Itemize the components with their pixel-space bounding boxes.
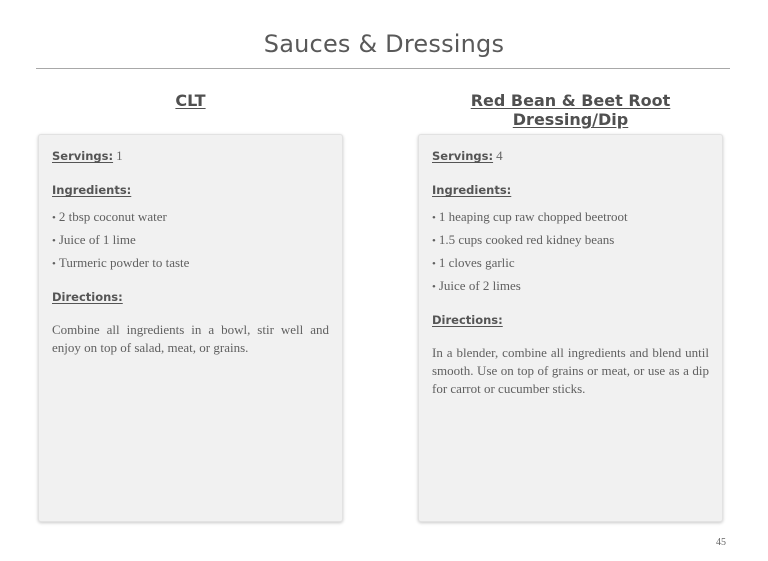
- directions-text: Combine all ingredients in a bowl, stir well and enjoy on top of salad, meat, or grains.: [52, 322, 329, 355]
- servings-row: [432, 148, 709, 164]
- servings-value: 4: [496, 148, 503, 163]
- ingredient-text: 1 heaping cup raw chopped beetroot: [438, 209, 628, 224]
- list-item: [432, 206, 709, 229]
- ingredients-list: [432, 206, 709, 298]
- recipe-title-clt: CLT: [175, 91, 206, 110]
- list-item: [432, 275, 709, 298]
- ingredient-text: Juice of 1 lime: [58, 232, 136, 247]
- list-item: [52, 252, 329, 275]
- list-item: [52, 206, 329, 229]
- ingredients-heading: Ingredients:: [432, 183, 512, 197]
- list-item: [432, 252, 709, 275]
- directions-text: In a blender, combine all ingredients and blend until smooth. Use on top of grains or meat, or use as a dip for carrot or cucumber sticks.: [432, 345, 709, 396]
- page-number: 45: [716, 537, 726, 548]
- bullet-icon: •: [432, 258, 436, 270]
- recipe-title-red-bean-beet-root: Red Bean & Beet Root Dressing/Dip: [470, 91, 671, 129]
- bullet-icon: •: [432, 281, 436, 293]
- bullet-icon: •: [432, 212, 436, 224]
- directions-heading: Directions:: [432, 313, 503, 327]
- list-item: [52, 229, 329, 252]
- ingredient-text: 2 tbsp coconut water: [58, 209, 167, 224]
- servings-value: 1: [116, 148, 123, 163]
- directions-heading: Directions:: [52, 290, 123, 304]
- servings-label: Servings:: [52, 149, 114, 163]
- list-item: [432, 229, 709, 252]
- ingredient-text: 1 cloves garlic: [438, 255, 515, 270]
- servings-label: Servings:: [432, 149, 494, 163]
- ingredient-text: Turmeric powder to taste: [58, 255, 190, 270]
- title-divider: [36, 68, 730, 69]
- servings-row: [52, 148, 329, 164]
- ingredient-text: Juice of 2 limes: [438, 278, 521, 293]
- bullet-icon: •: [52, 258, 56, 270]
- ingredients-heading: Ingredients:: [52, 183, 132, 197]
- recipe-card-red-bean-beet-root: [418, 134, 723, 522]
- page-title: Sauces & Dressings: [263, 30, 505, 58]
- bullet-icon: •: [52, 235, 56, 247]
- bullet-icon: •: [432, 235, 436, 247]
- recipe-card-clt: [38, 134, 343, 522]
- ingredients-list: [52, 206, 329, 275]
- ingredient-text: 1.5 cups cooked red kidney beans: [438, 232, 615, 247]
- bullet-icon: •: [52, 212, 56, 224]
